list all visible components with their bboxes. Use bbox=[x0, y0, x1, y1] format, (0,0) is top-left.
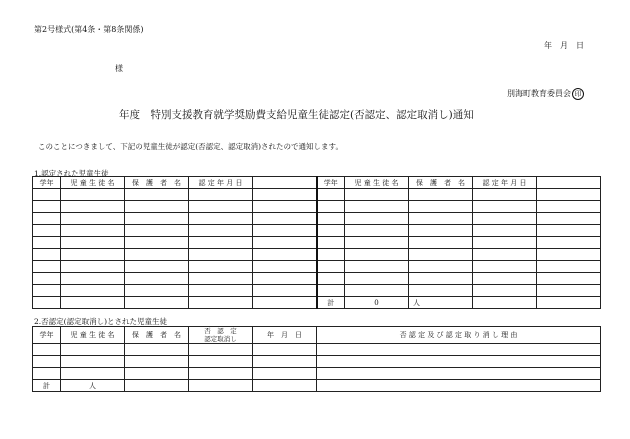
table-cell[interactable] bbox=[317, 368, 601, 380]
col-approval-date-right: 認 定 年 月 日 bbox=[473, 177, 537, 189]
table-cell[interactable] bbox=[317, 356, 601, 368]
addressee-suffix: 様 bbox=[115, 64, 123, 73]
rejected-students-table bbox=[32, 326, 601, 392]
table-cell[interactable] bbox=[317, 273, 345, 285]
table-cell[interactable] bbox=[189, 249, 253, 261]
table-cell[interactable] bbox=[253, 201, 317, 213]
table-cell[interactable] bbox=[345, 213, 409, 225]
total-row bbox=[33, 380, 601, 392]
table-cell[interactable] bbox=[345, 249, 409, 261]
table-cell[interactable] bbox=[189, 344, 253, 356]
table-cell[interactable] bbox=[33, 249, 61, 261]
table-cell[interactable] bbox=[33, 285, 61, 297]
table-cell[interactable] bbox=[473, 273, 537, 285]
col-blank bbox=[253, 177, 317, 189]
table-cell[interactable] bbox=[125, 285, 189, 297]
table-cell[interactable] bbox=[317, 189, 345, 201]
table-cell[interactable] bbox=[33, 261, 61, 273]
table-cell[interactable] bbox=[317, 249, 345, 261]
table-cell[interactable] bbox=[189, 189, 253, 201]
table-cell[interactable] bbox=[189, 201, 253, 213]
table-row bbox=[33, 189, 601, 201]
col-student-name: 児 童 生 徒 名 bbox=[61, 327, 125, 344]
col-reason: 否 認 定 及 び 認 定 取 り 消 し 理 由 bbox=[317, 327, 601, 344]
table-cell[interactable] bbox=[345, 285, 409, 297]
table-row bbox=[33, 201, 601, 213]
table-cell[interactable] bbox=[345, 225, 409, 237]
table-cell[interactable] bbox=[125, 273, 189, 285]
table-cell[interactable] bbox=[473, 225, 537, 237]
table-row bbox=[33, 344, 601, 356]
body-text: このことにつきまして、下記の児童生徒が認定(否認定、認定取消)されたので通知します。 bbox=[38, 142, 343, 151]
table-cell[interactable] bbox=[537, 273, 601, 285]
table-cell[interactable] bbox=[189, 368, 253, 380]
table-row bbox=[33, 285, 601, 297]
col-student-name-right: 児 童 生 徒 名 bbox=[345, 177, 409, 189]
col-grade: 学年 bbox=[33, 177, 61, 189]
table-cell[interactable] bbox=[61, 261, 125, 273]
table-cell[interactable] bbox=[345, 261, 409, 273]
table-cell[interactable] bbox=[61, 356, 125, 368]
table-cell[interactable] bbox=[409, 225, 473, 237]
table-cell[interactable] bbox=[125, 213, 189, 225]
total-label: 計 bbox=[317, 297, 345, 309]
table-cell[interactable] bbox=[61, 344, 125, 356]
table-row bbox=[33, 213, 601, 225]
table-cell[interactable] bbox=[253, 249, 317, 261]
table-row bbox=[33, 249, 601, 261]
table-cell[interactable] bbox=[33, 237, 61, 249]
table-cell[interactable] bbox=[537, 189, 601, 201]
table-cell[interactable] bbox=[409, 285, 473, 297]
table-cell[interactable] bbox=[473, 189, 537, 201]
table-cell[interactable] bbox=[33, 225, 61, 237]
form-number: 第2号様式(第4条・第8条関係) bbox=[34, 25, 144, 34]
table-cell[interactable] bbox=[253, 285, 317, 297]
section1-label: 1.認定された児童生徒 bbox=[34, 169, 109, 178]
table-cell[interactable] bbox=[253, 356, 317, 368]
table-cell[interactable] bbox=[537, 249, 601, 261]
table-cell[interactable] bbox=[345, 189, 409, 201]
table-cell[interactable] bbox=[473, 201, 537, 213]
table-cell[interactable] bbox=[317, 261, 345, 273]
table-cell[interactable] bbox=[409, 201, 473, 213]
table-row bbox=[33, 273, 601, 285]
total-unit: 人 bbox=[409, 297, 473, 309]
table-row bbox=[33, 237, 601, 249]
table-cell[interactable] bbox=[409, 249, 473, 261]
table-header-row bbox=[33, 177, 601, 189]
table-cell[interactable] bbox=[253, 273, 317, 285]
table-cell[interactable] bbox=[33, 273, 61, 285]
issuer bbox=[507, 88, 584, 100]
col-approval-date: 認 定 年 月 日 bbox=[189, 177, 253, 189]
table-cell[interactable] bbox=[317, 213, 345, 225]
date-line: 年 月 日 bbox=[544, 41, 584, 50]
total-unit: 人 bbox=[61, 380, 125, 392]
approved-students-table bbox=[32, 176, 601, 309]
table-cell[interactable] bbox=[33, 189, 61, 201]
table-cell[interactable] bbox=[317, 201, 345, 213]
table-cell[interactable] bbox=[189, 356, 253, 368]
table-cell[interactable] bbox=[253, 261, 317, 273]
col-guardian-name: 保 護 者 名 bbox=[125, 177, 189, 189]
table-cell[interactable] bbox=[317, 237, 345, 249]
table-cell[interactable] bbox=[189, 225, 253, 237]
table-row bbox=[33, 225, 601, 237]
table-cell[interactable] bbox=[253, 225, 317, 237]
table-cell[interactable] bbox=[61, 273, 125, 285]
table-cell[interactable] bbox=[253, 189, 317, 201]
table-cell[interactable] bbox=[345, 237, 409, 249]
table-cell[interactable] bbox=[317, 344, 601, 356]
table-cell[interactable] bbox=[409, 273, 473, 285]
col-rejection-type: 否 認 定 認定取消し bbox=[189, 327, 253, 344]
table-cell[interactable] bbox=[189, 285, 253, 297]
table-cell[interactable] bbox=[253, 213, 317, 225]
table-cell[interactable] bbox=[61, 285, 125, 297]
table-cell[interactable] bbox=[473, 213, 537, 225]
table-cell[interactable] bbox=[345, 273, 409, 285]
table-cell[interactable] bbox=[125, 344, 189, 356]
table-cell[interactable] bbox=[61, 368, 125, 380]
col-guardian-name: 保 護 者 名 bbox=[125, 327, 189, 344]
table-cell[interactable] bbox=[537, 213, 601, 225]
col-grade-right: 学年 bbox=[317, 177, 345, 189]
table-cell[interactable] bbox=[473, 237, 537, 249]
col-grade: 学年 bbox=[33, 327, 61, 344]
table-cell[interactable] bbox=[125, 189, 189, 201]
table-cell[interactable] bbox=[409, 237, 473, 249]
table-cell[interactable] bbox=[125, 368, 189, 380]
table-cell[interactable] bbox=[537, 225, 601, 237]
table-cell[interactable] bbox=[125, 249, 189, 261]
table-cell[interactable] bbox=[473, 261, 537, 273]
table-cell[interactable] bbox=[189, 213, 253, 225]
table-cell[interactable] bbox=[409, 261, 473, 273]
table-cell[interactable] bbox=[61, 249, 125, 261]
col-blank-right bbox=[537, 177, 601, 189]
table-cell[interactable] bbox=[317, 225, 345, 237]
table-cell[interactable] bbox=[317, 285, 345, 297]
table-cell[interactable] bbox=[253, 237, 317, 249]
table-cell[interactable] bbox=[33, 368, 61, 380]
table-cell[interactable] bbox=[61, 213, 125, 225]
table-cell[interactable] bbox=[61, 201, 125, 213]
table-cell[interactable] bbox=[61, 237, 125, 249]
total-row bbox=[33, 297, 601, 309]
table-cell[interactable] bbox=[61, 189, 125, 201]
table-cell[interactable] bbox=[125, 237, 189, 249]
table-cell[interactable] bbox=[537, 237, 601, 249]
issuer-name: 別海町教育委員会 bbox=[507, 89, 571, 98]
table-cell[interactable] bbox=[409, 213, 473, 225]
table-cell[interactable] bbox=[253, 368, 317, 380]
table-cell[interactable] bbox=[33, 344, 61, 356]
table-cell[interactable] bbox=[33, 201, 61, 213]
table-cell[interactable] bbox=[345, 201, 409, 213]
table-row bbox=[33, 368, 601, 380]
table-cell[interactable] bbox=[473, 249, 537, 261]
table-cell[interactable] bbox=[125, 201, 189, 213]
total-label: 計 bbox=[33, 380, 61, 392]
section2-label: 2.否認定(認定取消し)とされた児童生徒 bbox=[34, 317, 168, 326]
table-cell[interactable] bbox=[125, 261, 189, 273]
table-cell[interactable] bbox=[125, 356, 189, 368]
table-cell[interactable] bbox=[473, 285, 537, 297]
table-cell[interactable] bbox=[537, 201, 601, 213]
table-row bbox=[33, 261, 601, 273]
table-cell[interactable] bbox=[189, 261, 253, 273]
table-cell[interactable] bbox=[125, 225, 189, 237]
table-cell[interactable] bbox=[253, 344, 317, 356]
table-cell[interactable] bbox=[537, 261, 601, 273]
seal-mark: 印 bbox=[572, 88, 584, 100]
table-cell[interactable] bbox=[189, 273, 253, 285]
table-cell[interactable] bbox=[537, 285, 601, 297]
document-title: 年度 特別支援教育就学奨励費支給児童生徒認定(否認定、認定取消し)通知 bbox=[119, 109, 474, 121]
table-cell[interactable] bbox=[33, 356, 61, 368]
table-cell[interactable] bbox=[61, 225, 125, 237]
col-student-name: 児 童 生 徒 名 bbox=[61, 177, 125, 189]
table-cell[interactable] bbox=[409, 189, 473, 201]
col-date: 年 月 日 bbox=[253, 327, 317, 344]
table-row bbox=[33, 356, 601, 368]
table-cell[interactable] bbox=[33, 213, 61, 225]
table-cell[interactable] bbox=[189, 237, 253, 249]
total-value: 0 bbox=[345, 297, 409, 309]
col-guardian-name-right: 保 護 者 名 bbox=[409, 177, 473, 189]
table-header-row bbox=[33, 327, 601, 344]
